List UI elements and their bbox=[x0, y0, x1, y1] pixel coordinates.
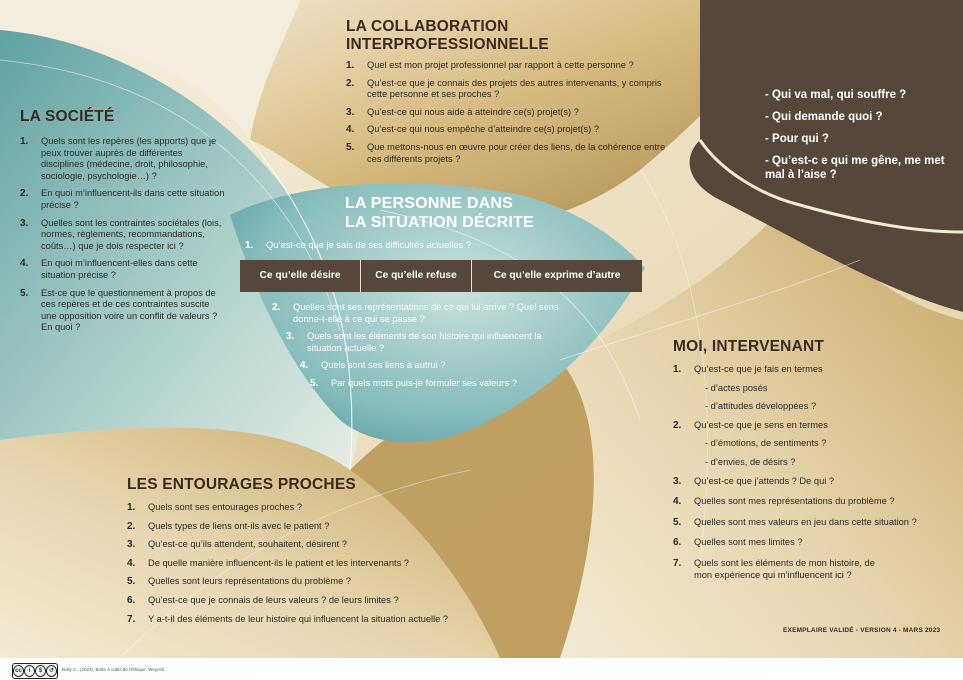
entourages-list bbox=[127, 502, 507, 625]
societe-title: LA SOCIÉTÉ bbox=[20, 108, 115, 125]
list-item: 5. Que mettons-nous en œuvre pour créer des liens, de la cohérence entre ces différents projets ? bbox=[346, 141, 666, 164]
list-item: 2. Quels types de liens ont-ils avec le patient ? bbox=[127, 520, 330, 532]
personne-list-block bbox=[272, 302, 562, 396]
credit-text: Bolly C., (2023), Boîte à outils de l'éthique. Weyrich. bbox=[62, 667, 166, 672]
moi-list-2 bbox=[673, 420, 948, 432]
list-item: 3. Quelles sont les contraintes sociétales (lois, normes, règlements, recommandations, coûts…) que je dois respecter ici ? bbox=[20, 217, 222, 251]
societe-list bbox=[20, 136, 225, 334]
collaboration-section bbox=[346, 18, 676, 171]
right-questions-list bbox=[765, 88, 945, 182]
cc-license-badge bbox=[12, 663, 58, 679]
personne-title-block bbox=[345, 194, 585, 232]
list-item: 3. Qu’est-ce qu’ils attendent, souhaitent, désirent ? bbox=[127, 539, 347, 551]
list-item: 7. Quels sont les éléments de mon histoire, de mon expérience qui m’influencent ici ? bbox=[673, 557, 875, 580]
list-item: 4. De quelle manière influencent-ils le patient et les intervenants ? bbox=[127, 557, 409, 569]
list-item: 7. Y a-t-il des éléments de leur histoire qui influencent la situation actuelle ? bbox=[127, 613, 449, 625]
list-item: - Qui demande quoi ? bbox=[765, 111, 883, 123]
list-item: - Qui va mal, qui souffre ? bbox=[765, 89, 907, 101]
moi-q1-sub-1: - d’actes posés bbox=[705, 382, 768, 393]
entourages-section bbox=[127, 476, 507, 632]
list-item: 4. Quelles sont mes représentations du problème ? bbox=[673, 496, 895, 508]
tab-refuse: Ce qu’elle refuse bbox=[361, 260, 472, 292]
list-item: - Qu’est-c e qui me gêne, me met mal à l’aise ? bbox=[765, 155, 945, 181]
societe-section bbox=[20, 108, 225, 340]
moi-section bbox=[673, 338, 948, 590]
list-item: 2. Quelles sont ses représentations de ce qui lui arrive ? Quel sens donne-t-elle à ce qui se passe ? bbox=[272, 302, 559, 324]
list-item: 1. Quel est mon projet professionnel par rapport à cette personne ? bbox=[346, 60, 634, 71]
list-item: 2. En quoi m’influencent-ils dans cette situation précise ? bbox=[20, 188, 225, 210]
moi-q1-sub-2: - d’attitudes développées ? bbox=[705, 401, 817, 412]
personne-title-line1: LA PERSONNE DANS bbox=[345, 195, 513, 212]
personne-q1 bbox=[245, 240, 545, 258]
nc-icon: $ bbox=[35, 665, 46, 677]
list-item: 1. Quels sont ses entourages proches ? bbox=[127, 502, 303, 513]
list-item: 4. En quoi m’influencent-elles dans cette situation précise ? bbox=[20, 258, 198, 280]
list-item: - Pour qui ? bbox=[765, 133, 829, 145]
by-icon: i bbox=[24, 665, 35, 677]
personne-title-line2: LA SITUATION DÉCRITE bbox=[345, 214, 534, 231]
list-item: 2. Qu’est-ce que je sens en termes bbox=[673, 419, 828, 431]
cc-icon: cc bbox=[13, 665, 24, 677]
list-item: 3. Qu’est-ce qui nous aide à atteindre ce(s) projet(s) ? bbox=[346, 106, 579, 118]
list-item: 6. Quelles sont mes limites ? bbox=[673, 537, 803, 549]
list-item: 5. Est-ce que le questionnement à propos de ces repères et de ces contraintes suscite une opposition voire un conflit de valeurs ? En quoi ? bbox=[20, 287, 218, 333]
list-item: 3. Quels sont les éléments de son histoire qui influencent la situation actuelle ? bbox=[286, 331, 542, 353]
list-item: 4. Quels sont ses liens à autrui ? bbox=[300, 360, 446, 372]
right-questions-block bbox=[765, 88, 945, 190]
list-item: 4. Qu’est-ce qui nous empêche d’atteindre ce(s) projet(s) ? bbox=[346, 124, 600, 136]
list-item: 1. Quels sont les repères (les apports) que je peux trouver auprès de différentes disciplines (médecine, droit, philosophie, sociologie, psychologie…) ? bbox=[20, 136, 217, 181]
personne-list bbox=[272, 302, 562, 390]
collaboration-title: LA COLLABORATION INTERPROFESSIONNELLE bbox=[346, 18, 549, 53]
list-item: 6. Qu’est-ce que je connais de leurs valeurs ? de leurs limites ? bbox=[127, 594, 399, 606]
moi-q2-sub-1: - d’émotions, de sentiments ? bbox=[705, 438, 827, 449]
list-item: 5. Par quels mots puis-je formuler ses valeurs ? bbox=[310, 377, 518, 389]
version-note: EXEMPLAIRE VALIDÉ - VERSION 4 - MARS 2023 bbox=[783, 627, 941, 634]
list-item: 5. Quelles sont mes valeurs en jeu dans cette situation ? bbox=[673, 516, 917, 528]
tab-exprime: Ce qu’elle exprime d’autre bbox=[472, 260, 642, 292]
sa-icon: ↺ bbox=[46, 665, 57, 677]
list-item: 5. Quelles sont leurs représentations du problème ? bbox=[127, 576, 352, 588]
moi-title: MOI, INTERVENANT bbox=[673, 338, 825, 355]
tab-desire: Ce qu’elle désire bbox=[240, 260, 361, 292]
list-item: 2. Qu’est-ce que je connais des projets des autres intervenants, y compris cette personne et ses proches ? bbox=[346, 77, 662, 100]
collaboration-list bbox=[346, 60, 676, 165]
moi-list bbox=[673, 364, 948, 376]
moi-list-3 bbox=[673, 476, 948, 582]
list-item: 3. Qu’est-ce que j’attends ? De qui ? bbox=[673, 475, 835, 487]
moi-q2-sub-2: - d’envies, de désirs ? bbox=[705, 456, 796, 467]
list-item: 1. Qu’est-ce que je fais en termes bbox=[673, 364, 823, 375]
entourages-title: LES ENTOURAGES PROCHES bbox=[127, 476, 356, 493]
list-item: 1. Qu’est-ce que je sais de ses difficultés actuelles ? bbox=[245, 240, 471, 251]
personne-tab-bar bbox=[240, 260, 642, 292]
